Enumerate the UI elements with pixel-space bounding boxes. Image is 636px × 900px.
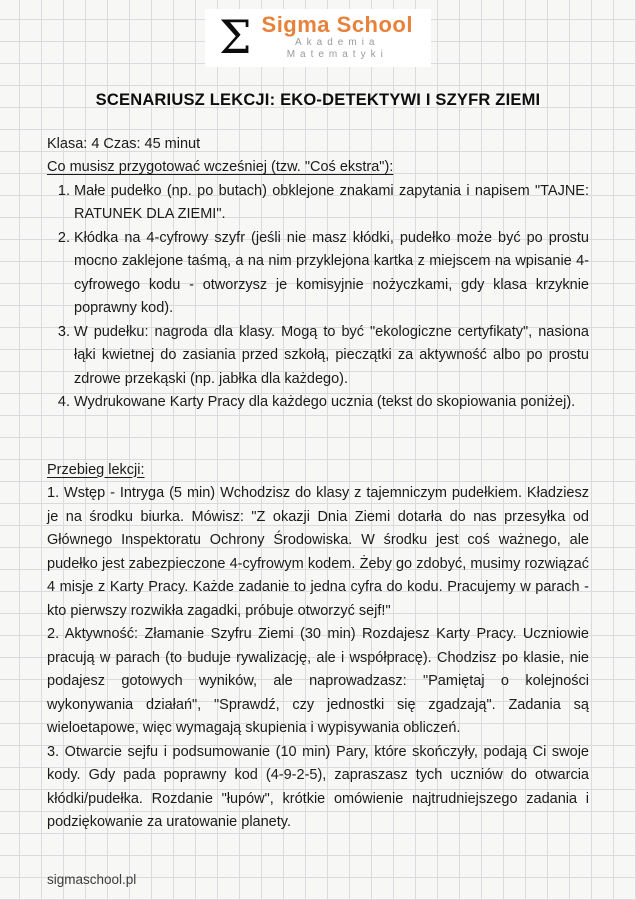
lesson-section-heading: Przebieg lekcji:: [47, 461, 145, 478]
logo-name: Sigma School: [261, 12, 413, 37]
logo-subtitle-line2: Matematyki: [286, 49, 388, 60]
prep-list: [47, 180, 589, 415]
document-body: [0, 89, 636, 835]
prep-list-item-2: 2. Kłódka na 4-cyfrowy szyfr (jeśli nie masz kłódki, pudełko może być po prostu mocno zaklejone taśmą, a na nim przyklejona kartka z miejscem na wpisanie 4-cyfrowego kodu - otworzysz je komisyjnie nożyczkami, gdy klasa krzyknie poprawny kod).: [74, 227, 589, 321]
class-time-line: Klasa: 4 Czas: 45 minut: [47, 135, 201, 152]
lesson-step-1: 1. Wstęp - Intryga (5 min) Wchodzisz do klasy z tajemniczym pudełkiem. Kładziesz je na środku biurka. Mówisz: "Z okazji Dnia Ziemi dotarła do nas przesyłka od Głównego Inspektoratu Ochrony Środowiska. W środku jest coś ważnego, ale pudełko jest zabezpieczone 4-cyfrowym kodem. Żeby go zdobyć, musimy rozwiązać 4 misje z Karty Pracy. Każde zadanie to jedna cyfra do kodu. Pracujemy w parach - kto pierwszy rozwikła zagadki, próbuje otworzyć sejf!": [47, 485, 589, 619]
page-title: SCENARIUSZ LEKCJI: EKO-DETEKTYWI I SZYFR ZIEMI: [95, 91, 541, 109]
lesson-step-3: 3. Otwarcie sejfu i podsumowanie (10 min) Pary, które skończyły, podają Ci swoje kody. Gdy pada poprawny kod (4-9-2-5), zapraszasz tych uczniów do otwarcia kłódki/pudełka. Rozdanie "łupów", krótkie omówienie najtrudniejszego zadania i podziękowanie za uratowanie planety.: [47, 743, 589, 830]
logo-text: [262, 13, 413, 61]
prep-list-item-1: 1. Małe pudełko (np. po butach) obklejone znakami zapytania i napisem "TAJNE: RATUNEK DLA ZIEMI".: [74, 180, 589, 227]
logo-subtitle-line1: Akademia: [295, 37, 380, 48]
prep-list-item-3: 3. W pudełku: nagroda dla klasy. Mogą to być "ekologiczne certyfikaty", nasiona łąki kwietnej do zasiania przed szkołą, pieczątki za aktywność albo po prostu zdrowe przekąski (np. jabłka dla każdego).: [74, 321, 589, 392]
sigma-icon: Σ: [218, 10, 252, 64]
prep-section-heading: Co musisz przygotować wcześniej (tzw. "Coś ekstra"):: [47, 159, 394, 175]
footer-url: sigmaschool.pl: [47, 872, 137, 887]
lesson-step-2: 2. Aktywność: Złamanie Szyfru Ziemi (30 min) Rozdajesz Karty Pracy. Uczniowie pracują w parach (to buduje rywalizację, ale i współpracę). Chodzisz po klasie, nie podajesz gotowych wyników, ale naprowadzasz: "Pamiętaj o kolejności wykonywania działań", "Sprawdź, czy jednostki się zgadzają". Zadania są wieloetapowe, więc wymagają skupienia i wypisywania obliczeń.: [47, 626, 589, 736]
prep-list-item-4: 4. Wydrukowane Karty Pracy dla każdego ucznia (tekst do skopiowania poniżej).: [74, 391, 589, 415]
sigma-school-logo: [205, 9, 431, 67]
logo-header: [0, 0, 636, 67]
